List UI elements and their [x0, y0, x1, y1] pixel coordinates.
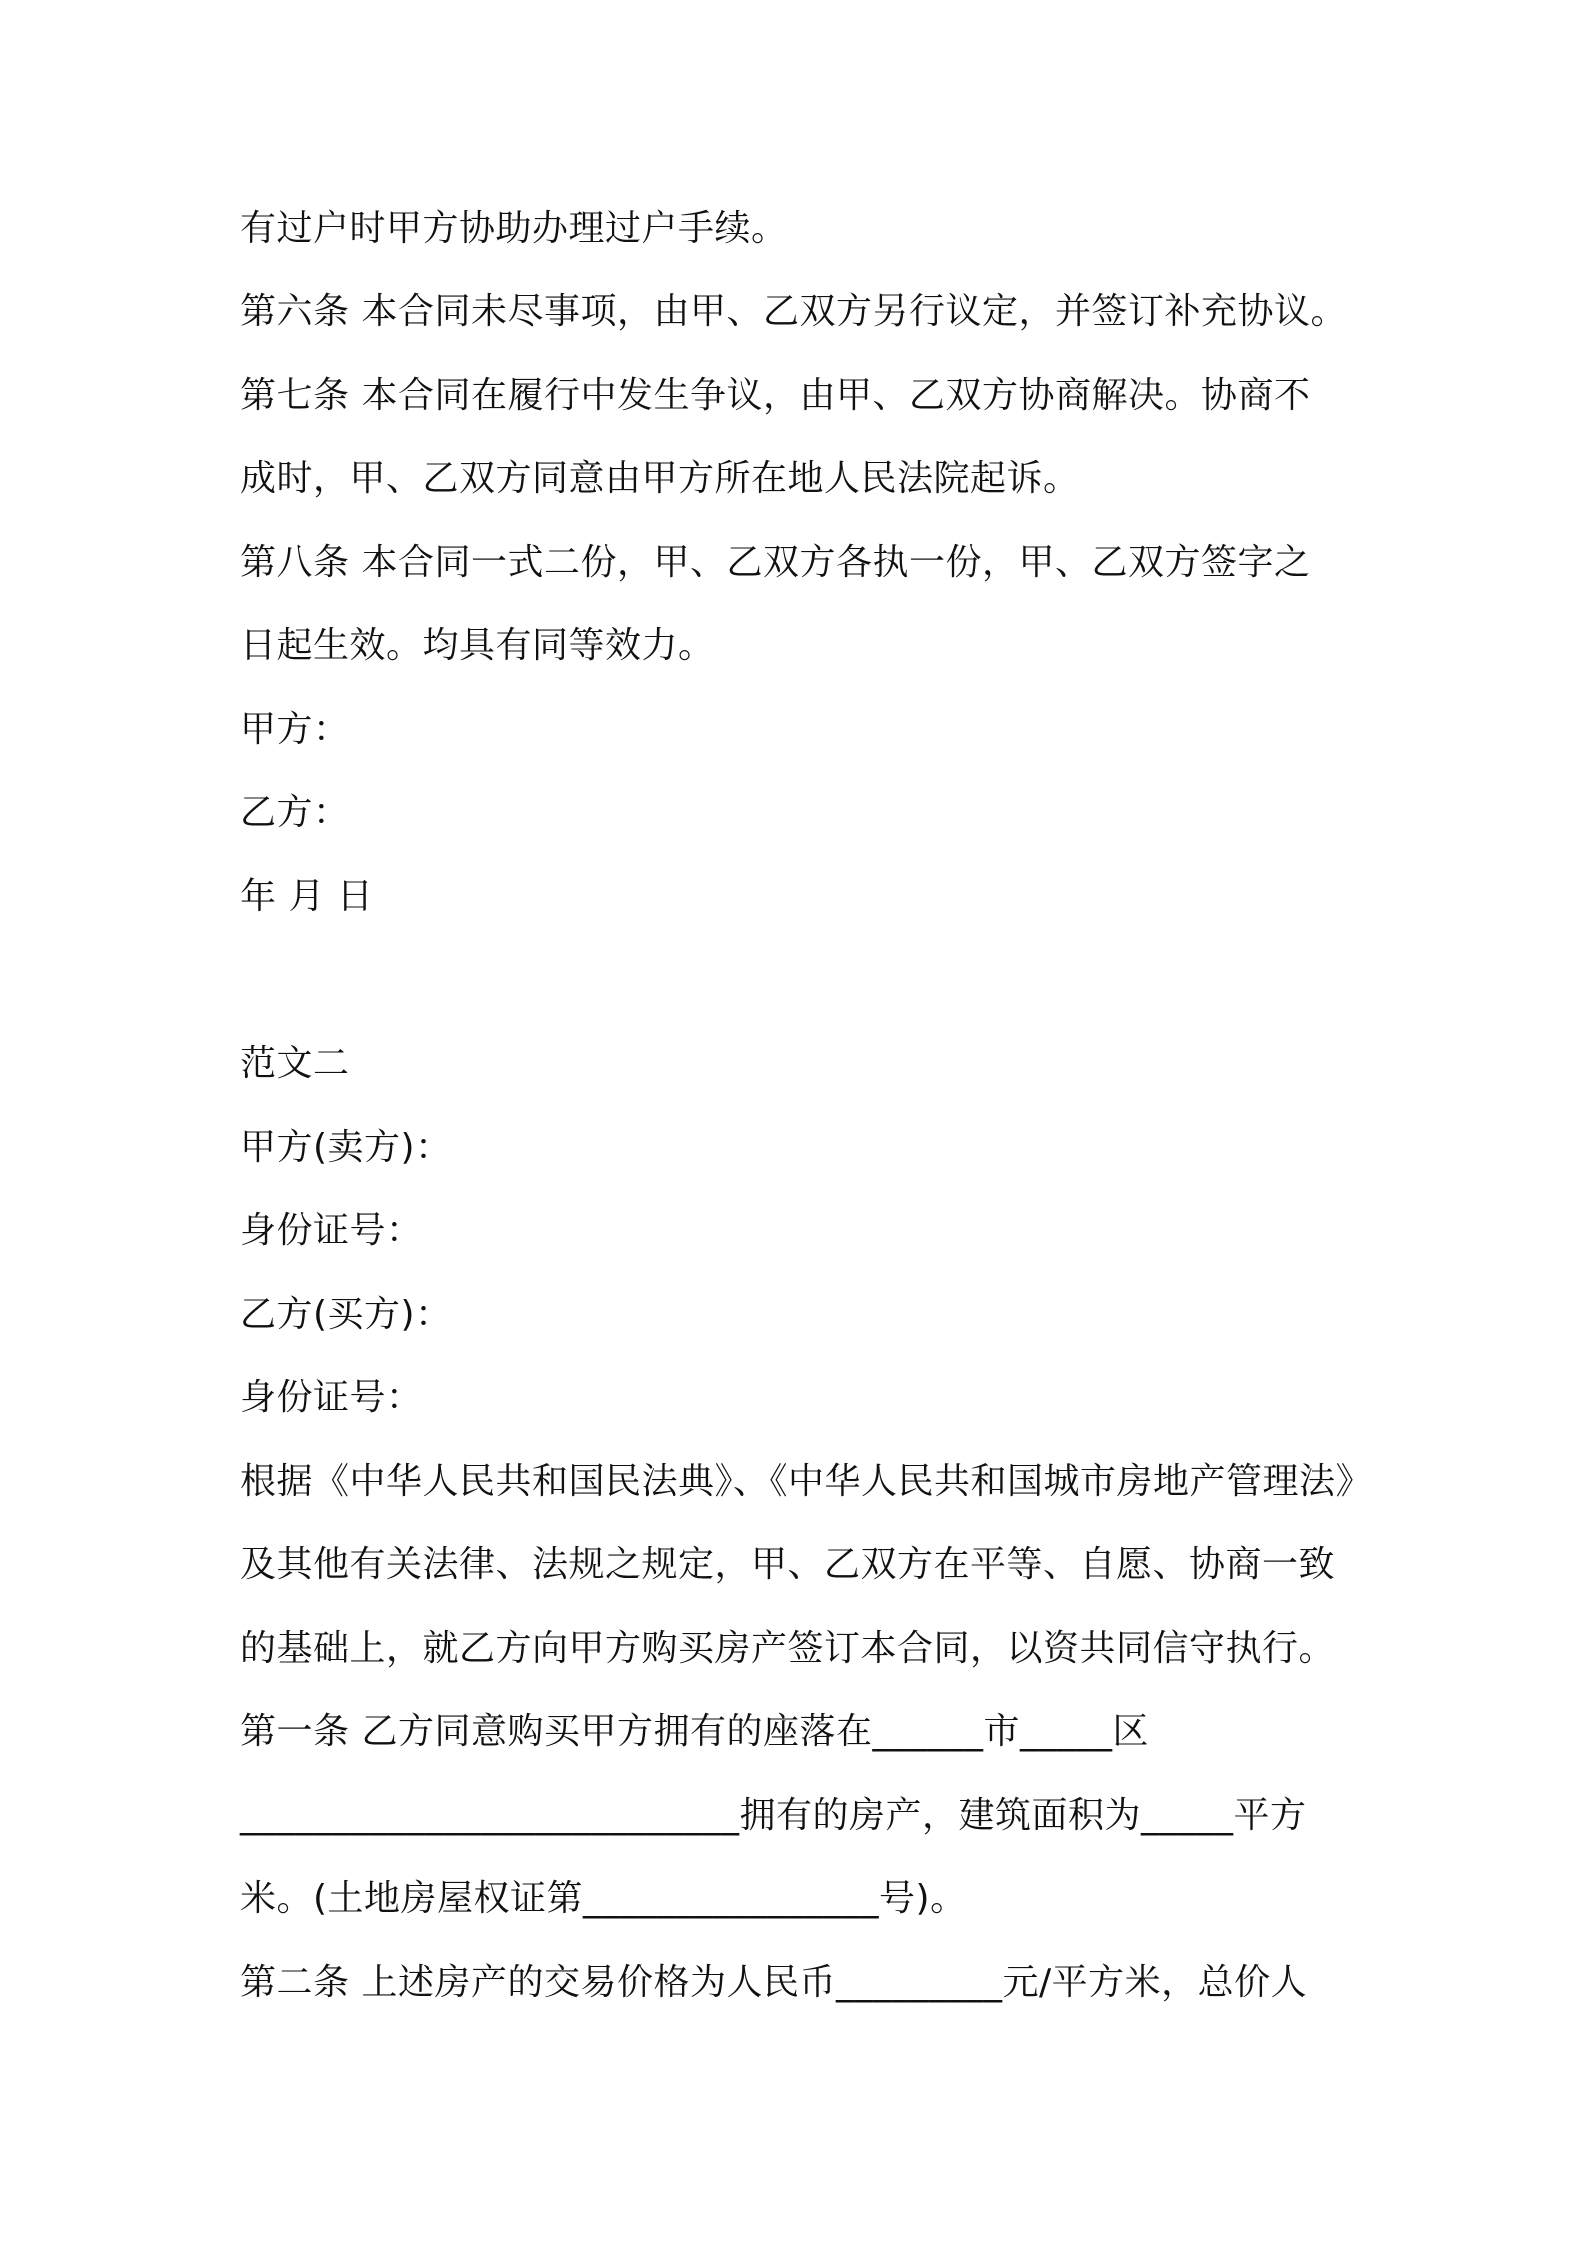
party-b-id-label: 身份证号：	[240, 1377, 423, 1418]
article-7-text: 第七条 本合同在履行中发生争议，由甲、乙双方协商解决。协商不	[240, 375, 1311, 416]
article-8-text-cont: 日起生效。均具有同等效力。	[240, 625, 715, 666]
party-a-signature-label: 甲方：	[240, 709, 350, 750]
article-6-text: 第六条 本合同未尽事项，由甲、乙双方另行议定，并签订补充协议。	[240, 291, 1347, 332]
party-a-id-label: 身份证号：	[240, 1210, 423, 1251]
article-1-text: 第一条 乙方同意购买甲方拥有的座落在______市_____区	[240, 1711, 1149, 1752]
article-7-text-cont: 成时，甲、乙双方同意由甲方所在地人民法院起诉。	[240, 458, 1080, 499]
article-1-text-cont-2: 米。(土地房屋权证第________________号)。	[240, 1878, 967, 1919]
article-8-text: 第八条 本合同一式二份，甲、乙双方各执一份，甲、乙双方签字之	[240, 542, 1311, 583]
party-b-buyer-label: 乙方(买方)：	[240, 1294, 452, 1335]
preamble-text-cont-1: 及其他有关法律、法规之规定，甲、乙双方在平等、自愿、协商一致	[240, 1544, 1336, 1585]
article-1-text-cont-1: ___________________________拥有的房产，建筑面积为_____平方	[240, 1795, 1307, 1836]
section-title-sample-2: 范文二	[240, 1043, 350, 1084]
text-line-1: 有过户时甲方协助办理过户手续。	[240, 208, 788, 249]
date-label: 年 月 日	[240, 876, 374, 917]
party-a-seller-label: 甲方(卖方)：	[240, 1127, 452, 1168]
preamble-text: 根据《中华人民共和国民法典》、《中华人民共和国城市房地产管理法》	[240, 1461, 1373, 1502]
preamble-text-cont-2: 的基础上，就乙方向甲方购买房产签订本合同，以资共同信守执行。	[240, 1628, 1336, 1669]
party-b-signature-label: 乙方：	[240, 792, 350, 833]
article-2-text: 第二条 上述房产的交易价格为人民币_________元/平方米，总价人	[240, 1962, 1308, 2003]
